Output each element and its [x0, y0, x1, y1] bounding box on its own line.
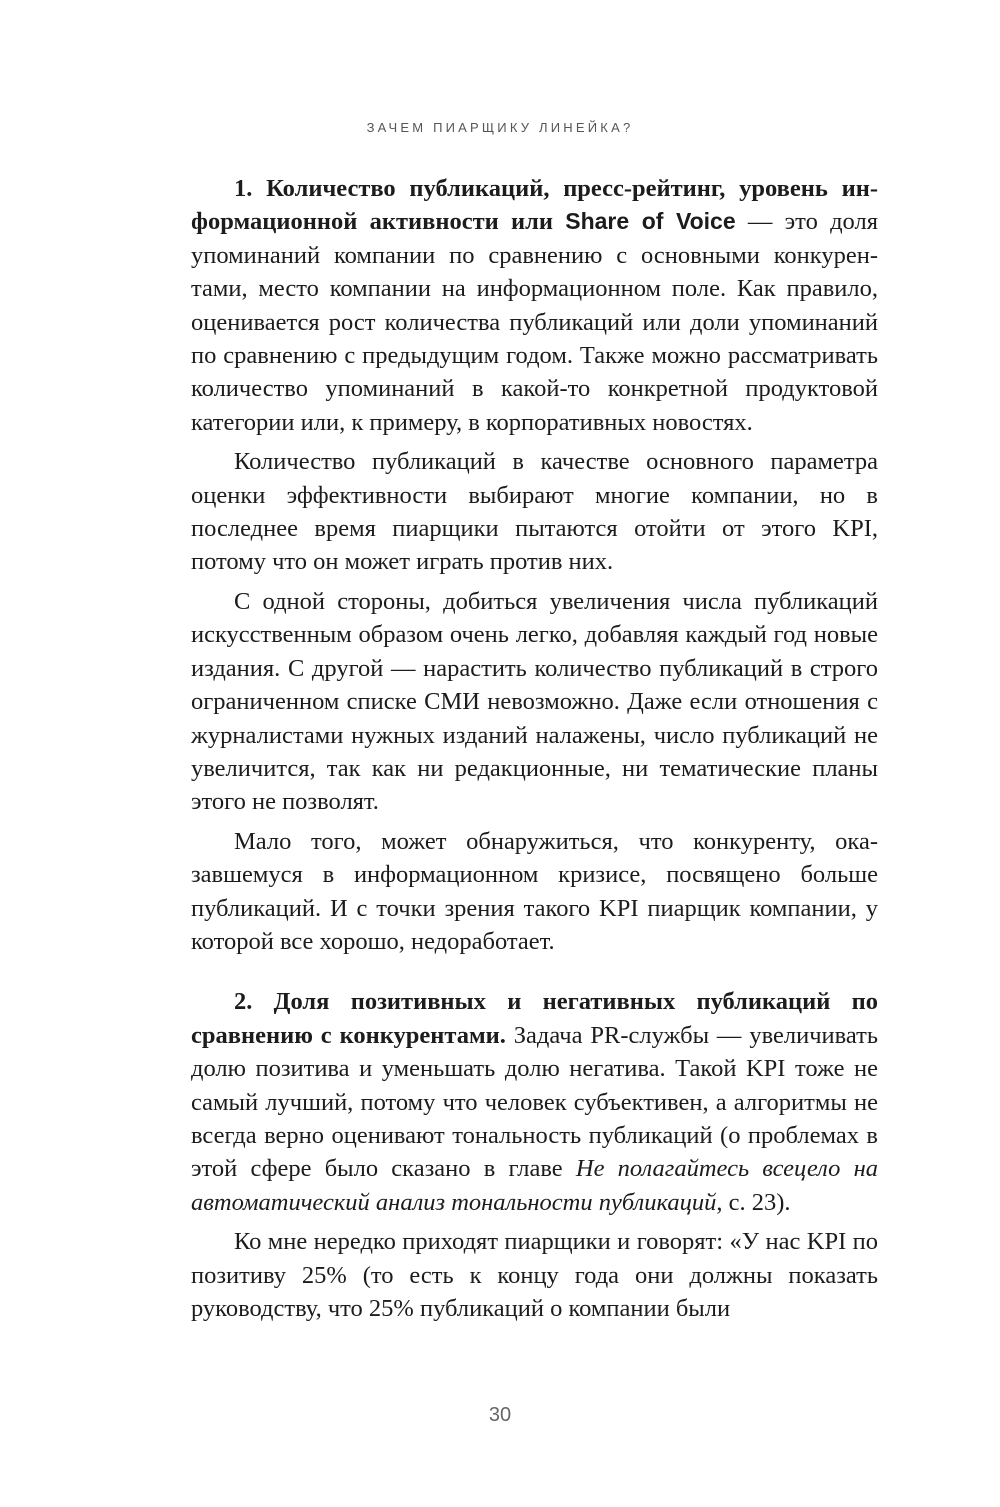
running-head: ЗАЧЕМ ПИАРЩИКУ ЛИНЕЙКА? [366, 120, 634, 135]
paragraph: Количество публикаций в качестве основного параметра оценки эффективности выбирают многие компании, но в последнее время пиарщики пытаются отойти от этого KPI, потому что он может играть против них. [191, 448, 878, 576]
section-1-text: — это доля упоминаний компании по сравнению с основными конкурентами, место компании на информационном поле. Как правило, оценивается рост количества публикаций или доли упоминаний по сравнению с предыдущим годом. Также можно рассматривать количество упоминаний в какой-то конкретной продуктовой категории или, к примеру, в корпоративных новостях. [191, 208, 878, 436]
paragraph: С одной стороны, добиться увеличения числа публикаций искусственным образом очень легко, добавляя каждый год новые издания. С другой — нарастить количество публикаций в строго ограниченном списке СМИ невозможно. Даже если отношения с журналистами нужных изданий налажены, число публикаций не увеличится, так как ни редакционные, ни тематические планы этого не позволят. [191, 587, 878, 816]
section-1-heading: 1. Количество публикаций, пресс-рейтинг, уровень информационной активности или [191, 175, 878, 236]
chapter-reference: Не полагайтесь всецело на автоматический анализ тональности публикаций [191, 1155, 878, 1216]
section-1-paragraph [191, 172, 878, 439]
section-2-heading: 2. Доля позитивных и негативных публикаций по сравнению с конкурентами. [191, 988, 878, 1049]
page-number: 30 [488, 1404, 512, 1426]
page-body [191, 172, 878, 1325]
section-1-heading-term: Share of Voice [565, 208, 736, 235]
paragraph: Мало того, может обнаружиться, что конкуренту, оказавшемуся в информационном кризисе, посвящено больше публикаций. И с точки зрения такого KPI пиарщик компании, у которой все хорошо, недоработает. [191, 827, 878, 955]
chapter-reference-tail: , с. 23). [716, 1188, 791, 1216]
section-2-text: Задача PR-службы — увеличивать долю позитива и уменьшать долю негатива. Такой KPI тоже не самый лучший, потому что человек субъективен, а алгоритмы не всегда верно оценивают тональность публикаций (о проблемах в этой сфере было сказано в главе [191, 1021, 879, 1183]
section-2-paragraph [191, 985, 878, 1219]
paragraph: Ко мне нередко приходят пиарщики и говорят: «У нас KPI по позитиву 25% (то есть к концу года они должны показать руководству, что 25% публикаций о компании были [191, 1228, 878, 1322]
